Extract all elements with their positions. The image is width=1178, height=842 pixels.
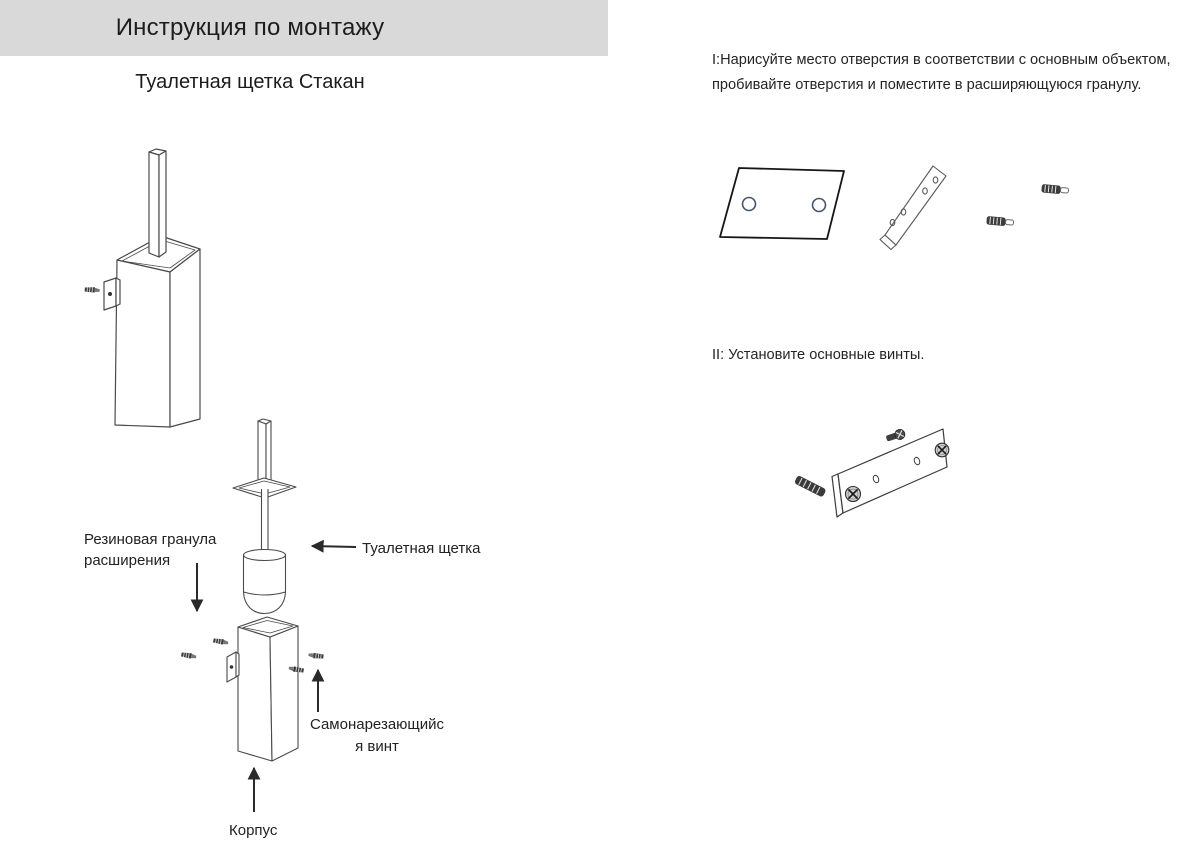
label-line-1: Самонарезающийс — [309, 716, 445, 733]
assembled-unit — [85, 149, 200, 427]
top-screw — [885, 428, 906, 443]
label-toilet-brush: Туалетная щетка — [362, 540, 481, 557]
mounting-screw — [85, 286, 100, 293]
mounting-bracket — [880, 166, 946, 250]
body-container — [238, 617, 298, 761]
main-screw-left — [846, 487, 861, 502]
label-line-2: я винт — [355, 738, 399, 755]
step1-diagram — [700, 150, 1100, 262]
page-title: Инструкция по монтажу — [115, 14, 385, 41]
drill-hole-right — [813, 199, 826, 212]
label-expansion-granule: Резиновая гранула расширения — [84, 531, 217, 569]
step2-instruction: II: Установите основные винты. — [712, 347, 925, 363]
main-screw-right — [935, 443, 949, 457]
bracket-plate — [832, 429, 947, 517]
label-self-tapping-screw — [303, 714, 451, 758]
arrow-toilet-brush — [312, 546, 356, 547]
wall-plug-2 — [1041, 184, 1069, 195]
exploded-assembly — [227, 419, 298, 761]
brush-head — [244, 550, 286, 614]
product-title: Туалетная щетка Стакан — [135, 71, 365, 93]
drill-hole-left — [743, 198, 756, 211]
wall-plug-installed — [794, 475, 827, 498]
wall-plug-1 — [986, 216, 1014, 227]
label-body: Корпус — [229, 822, 278, 839]
step2-diagram — [790, 420, 990, 532]
step1-instruction: I:Нарисуйте место отверстия в соответствии с основным объектом, пробивайте отверстия и поместите в расширяющуюся гранулу. — [712, 52, 1171, 93]
